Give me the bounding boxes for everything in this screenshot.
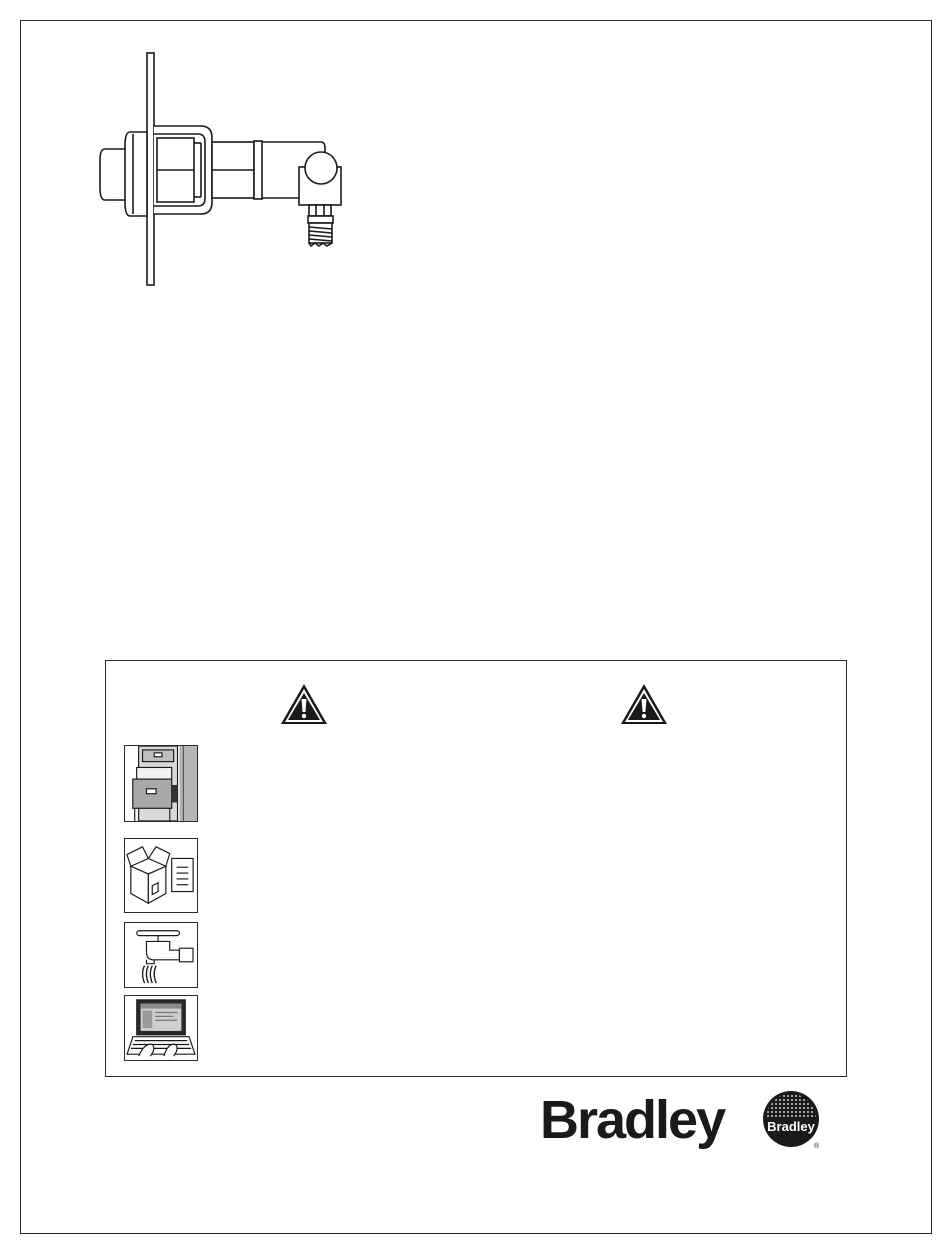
water-supply-faucet-icon	[124, 922, 198, 988]
valve-assembly-drawing	[95, 50, 355, 290]
globe-emblem-icon	[762, 1090, 820, 1148]
logo-wordmark: Bradley	[540, 1090, 725, 1150]
warning-triangle-icon	[279, 682, 329, 726]
filing-cabinet-icon	[124, 745, 198, 822]
globe-text: Bradley	[767, 1119, 815, 1134]
registered-mark: ®	[814, 1143, 820, 1148]
notice-box	[105, 660, 847, 1077]
computer-laptop-icon	[124, 995, 198, 1061]
bradley-logo	[540, 1088, 820, 1152]
warning-triangle-icon	[619, 682, 669, 726]
package-contents-icon	[124, 838, 198, 913]
